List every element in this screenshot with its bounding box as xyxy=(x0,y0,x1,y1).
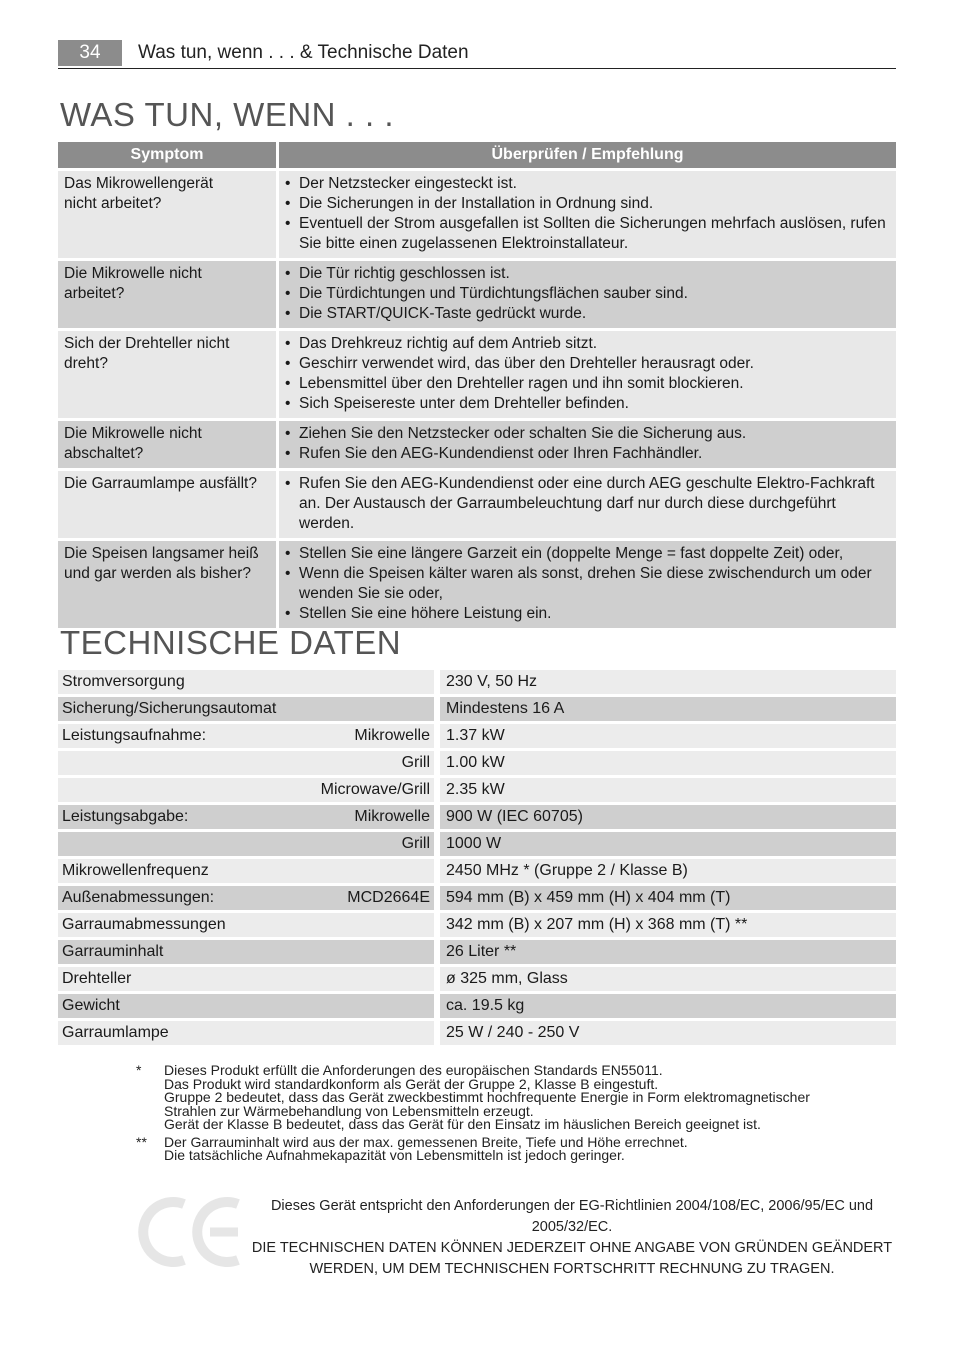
check-item: • Rufen Sie den AEG-Kundendienst oder eine durch AEG geschulte Elektro-Fachkraft an. Der Austausch der Garraumbeleuchtung darf nur durch diese durchgeführt werden. xyxy=(285,474,890,534)
table-row xyxy=(58,1021,896,1048)
check-item: • Wenn die Speisen kälter waren als sonst, drehen Sie diese zwischendurch um oder wenden Sie sie oder, xyxy=(285,564,890,604)
spec-value: 900 W (IEC 60705) xyxy=(440,805,896,832)
spec-value: ca. 19.5 kg xyxy=(440,994,896,1021)
check-cell xyxy=(279,471,896,541)
check-item: • Sich Speisereste unter dem Drehteller befinden. xyxy=(285,394,890,414)
check-cell xyxy=(279,421,896,471)
technical-data-table xyxy=(58,670,896,1048)
table-row xyxy=(58,940,896,967)
spec-label-cell xyxy=(58,940,440,967)
spec-value: 1.00 kW xyxy=(440,751,896,778)
symptom-cell xyxy=(58,471,279,541)
check-item: • Stellen Sie eine höhere Leistung ein. xyxy=(285,604,890,624)
footnote-line: Die tatsächliche Aufnahmekapazität von Lebensmitteln ist jedoch geringer. xyxy=(164,1147,625,1163)
spec-value: 26 Liter ** xyxy=(440,940,896,967)
spec-value: 594 mm (B) x 459 mm (H) x 404 mm (T) xyxy=(440,886,896,913)
column-header-check: Überprüfen / Empfehlung xyxy=(279,142,896,171)
table-row xyxy=(58,832,896,859)
check-item: • Der Netzstecker eingesteckt ist. xyxy=(285,174,890,194)
table-row xyxy=(58,967,896,994)
header-title: Was tun, wenn . . . & Technische Daten xyxy=(138,42,469,63)
spec-value: 1000 W xyxy=(440,832,896,859)
spec-label-cell xyxy=(58,913,440,940)
check-item: • Eventuell der Strom ausgefallen ist Sollten die Sicherungen mehrfach auslösen, rufen Sie bitte einen zugelassenen Elektroinstallateur. xyxy=(285,214,890,254)
spec-label-cell xyxy=(58,994,440,1021)
table-row xyxy=(58,724,896,751)
table-row xyxy=(58,994,896,1021)
symptom-text: Die Speisen langsamer heiß xyxy=(64,545,259,562)
symptom-text: und gar werden als bisher? xyxy=(64,565,251,582)
check-item: • Das Drehkreuz richtig auf dem Antrieb sitzt. xyxy=(285,334,890,354)
spec-sublabel: MCD2664E xyxy=(347,889,430,906)
footnote-line: Gruppe 2 bedeutet, dass das Gerät zweckbestimmt hochfrequente Energie in Form elektromagnetischer xyxy=(164,1089,810,1105)
spec-sublabel: Grill xyxy=(401,835,430,852)
check-cell xyxy=(279,171,896,261)
spec-label-cell xyxy=(58,1021,440,1048)
footnotes xyxy=(136,1064,896,1167)
compliance-notice xyxy=(248,1196,896,1280)
spec-label: Außenabmessungen: xyxy=(62,889,215,906)
spec-value: 342 mm (B) x 207 mm (H) x 368 mm (T) ** xyxy=(440,913,896,940)
spec-label-cell xyxy=(58,697,440,724)
directive-text: Dieses Gerät entspricht den Anforderungen der EG-Richtlinien 2004/108/EC, 2006/95/EC und 2005/32/EC. xyxy=(270,1198,874,1235)
spec-label-cell xyxy=(58,886,440,913)
check-item: • Lebensmittel über den Drehteller ragen und ihn somit blockieren. xyxy=(285,374,890,394)
symptom-text: Die Mikrowelle nicht xyxy=(64,265,202,282)
ce-mark-icon xyxy=(138,1196,242,1268)
table-header-row xyxy=(58,142,896,171)
spec-label: Leistungsabgabe: xyxy=(62,808,189,825)
check-item: • Geschirr verwendet wird, das über den Drehteller herausragt oder. xyxy=(285,354,890,374)
troubleshooting-table xyxy=(58,142,896,631)
footnote-line: Strahlen zur Wärmebehandlung von Lebensmitteln erzeugt. xyxy=(164,1102,534,1119)
symptom-text: arbeitet? xyxy=(64,285,125,302)
check-item: • Die START/QUICK-Taste gedrückt wurde. xyxy=(285,304,890,324)
spec-label-cell xyxy=(58,805,440,832)
spec-sublabel: Microwave/Grill xyxy=(320,781,430,798)
check-cell xyxy=(279,541,896,631)
spec-label-cell xyxy=(58,859,440,886)
section-title-troubleshooting: WAS TUN, WENN . . . xyxy=(60,96,395,133)
spec-label: Stromversorgung xyxy=(62,673,185,690)
footnote-line: Das Produkt wird standardkonform als Gerät der Gruppe 2, Klasse B eingestuft. xyxy=(164,1075,659,1092)
table-row xyxy=(58,913,896,940)
symptom-cell xyxy=(58,331,279,421)
symptom-text: dreht? xyxy=(64,355,108,372)
symptom-text: Sich der Drehteller nicht xyxy=(64,335,230,352)
symptom-text: nicht arbeitet? xyxy=(64,195,162,212)
table-row xyxy=(58,697,896,724)
symptom-cell xyxy=(58,541,279,631)
spec-value: ø 325 mm, Glass xyxy=(440,967,896,994)
table-row xyxy=(58,541,896,631)
specification-disclaimer: DIE TECHNISCHEN DATEN KÖNNEN JEDERZEIT OHNE ANGABE VON GRÜNDEN GEÄNDERT WERDEN, UM DEM TECHNISCHEN FORTSCHRITT RECHNUNG ZU TRAGEN. xyxy=(251,1240,893,1277)
spec-label-cell xyxy=(58,670,440,697)
spec-label-cell xyxy=(58,751,440,778)
check-item: • Stellen Sie eine längere Garzeit ein (doppelte Menge = fast doppelte Zeit) oder, xyxy=(285,544,890,564)
table-row xyxy=(58,751,896,778)
spec-label-cell xyxy=(58,778,440,805)
spec-label: Mikrowellenfrequenz xyxy=(62,862,209,879)
spec-sublabel: Mikrowelle xyxy=(354,727,430,744)
spec-label: Garraumabmessungen xyxy=(62,916,226,933)
symptom-text: abschaltet? xyxy=(64,445,144,462)
footnote-mark: ** xyxy=(136,1133,147,1150)
spec-label: Garrauminhalt xyxy=(62,943,164,960)
footnote-mark: * xyxy=(136,1062,142,1078)
spec-value: Mindestens 16 A xyxy=(440,697,896,724)
check-item: • Die Sicherungen in der Installation in Ordnung sind. xyxy=(285,194,890,214)
symptom-cell xyxy=(58,171,279,261)
spec-label-cell xyxy=(58,967,440,994)
table-row xyxy=(58,471,896,541)
footnote-line: Dieses Produkt erfüllt die Anforderungen des europäischen Standards EN55011. xyxy=(164,1062,663,1078)
symptom-cell xyxy=(58,421,279,471)
spec-value: 230 V, 50 Hz xyxy=(440,670,896,697)
spec-label: Sicherung/Sicherungsautomat xyxy=(62,700,277,717)
table-row xyxy=(58,670,896,697)
spec-label: Garraumlampe xyxy=(62,1024,169,1041)
check-item: • Rufen Sie den AEG-Kundendienst oder Ihren Fachhändler. xyxy=(285,444,890,464)
spec-sublabel: Grill xyxy=(401,754,430,771)
symptom-text: Das Mikrowellengerät xyxy=(64,175,214,192)
table-row xyxy=(58,171,896,261)
table-row xyxy=(58,778,896,805)
section-title-technical-data: TECHNISCHE DATEN xyxy=(60,624,402,661)
footnote-line: Gerät der Klasse B bedeutet, dass das Gerät für den Einsatz im häuslichen Bereich geeignet ist. xyxy=(164,1116,761,1132)
symptom-text: Die Garraumlampe ausfällt? xyxy=(64,475,257,492)
footnote xyxy=(136,1064,896,1132)
footnote xyxy=(136,1133,896,1163)
spec-value: 2450 MHz * (Gruppe 2 / Klasse B) xyxy=(440,859,896,886)
check-item: • Die Türdichtungen und Türdichtungsflächen sauber sind. xyxy=(285,284,890,304)
table-row xyxy=(58,859,896,886)
spec-label: Leistungsaufnahme: xyxy=(62,727,207,744)
page-header xyxy=(58,40,896,69)
column-header-symptom: Symptom xyxy=(58,142,279,171)
spec-value: 25 W / 240 - 250 V xyxy=(440,1021,896,1048)
footnote-line: Der Garrauminhalt wird aus der max. gemessenen Breite, Tiefe und Höhe errechnet. xyxy=(164,1133,688,1150)
check-cell xyxy=(279,331,896,421)
spec-value: 2.35 kW xyxy=(440,778,896,805)
spec-label-cell xyxy=(58,724,440,751)
spec-label: Gewicht xyxy=(62,997,120,1014)
table-row xyxy=(58,886,896,913)
table-row xyxy=(58,805,896,832)
spec-label-cell xyxy=(58,832,440,859)
table-row xyxy=(58,331,896,421)
check-cell xyxy=(279,261,896,331)
table-row xyxy=(58,261,896,331)
check-item: • Die Tür richtig geschlossen ist. xyxy=(285,264,890,284)
page-number: 34 xyxy=(58,40,122,66)
check-item: • Ziehen Sie den Netzstecker oder schalten Sie die Sicherung aus. xyxy=(285,424,890,444)
spec-value: 1.37 kW xyxy=(440,724,896,751)
spec-label: Drehteller xyxy=(62,970,132,987)
symptom-cell xyxy=(58,261,279,331)
spec-sublabel: Mikrowelle xyxy=(354,808,430,825)
table-row xyxy=(58,421,896,471)
symptom-text: Die Mikrowelle nicht xyxy=(64,425,202,442)
